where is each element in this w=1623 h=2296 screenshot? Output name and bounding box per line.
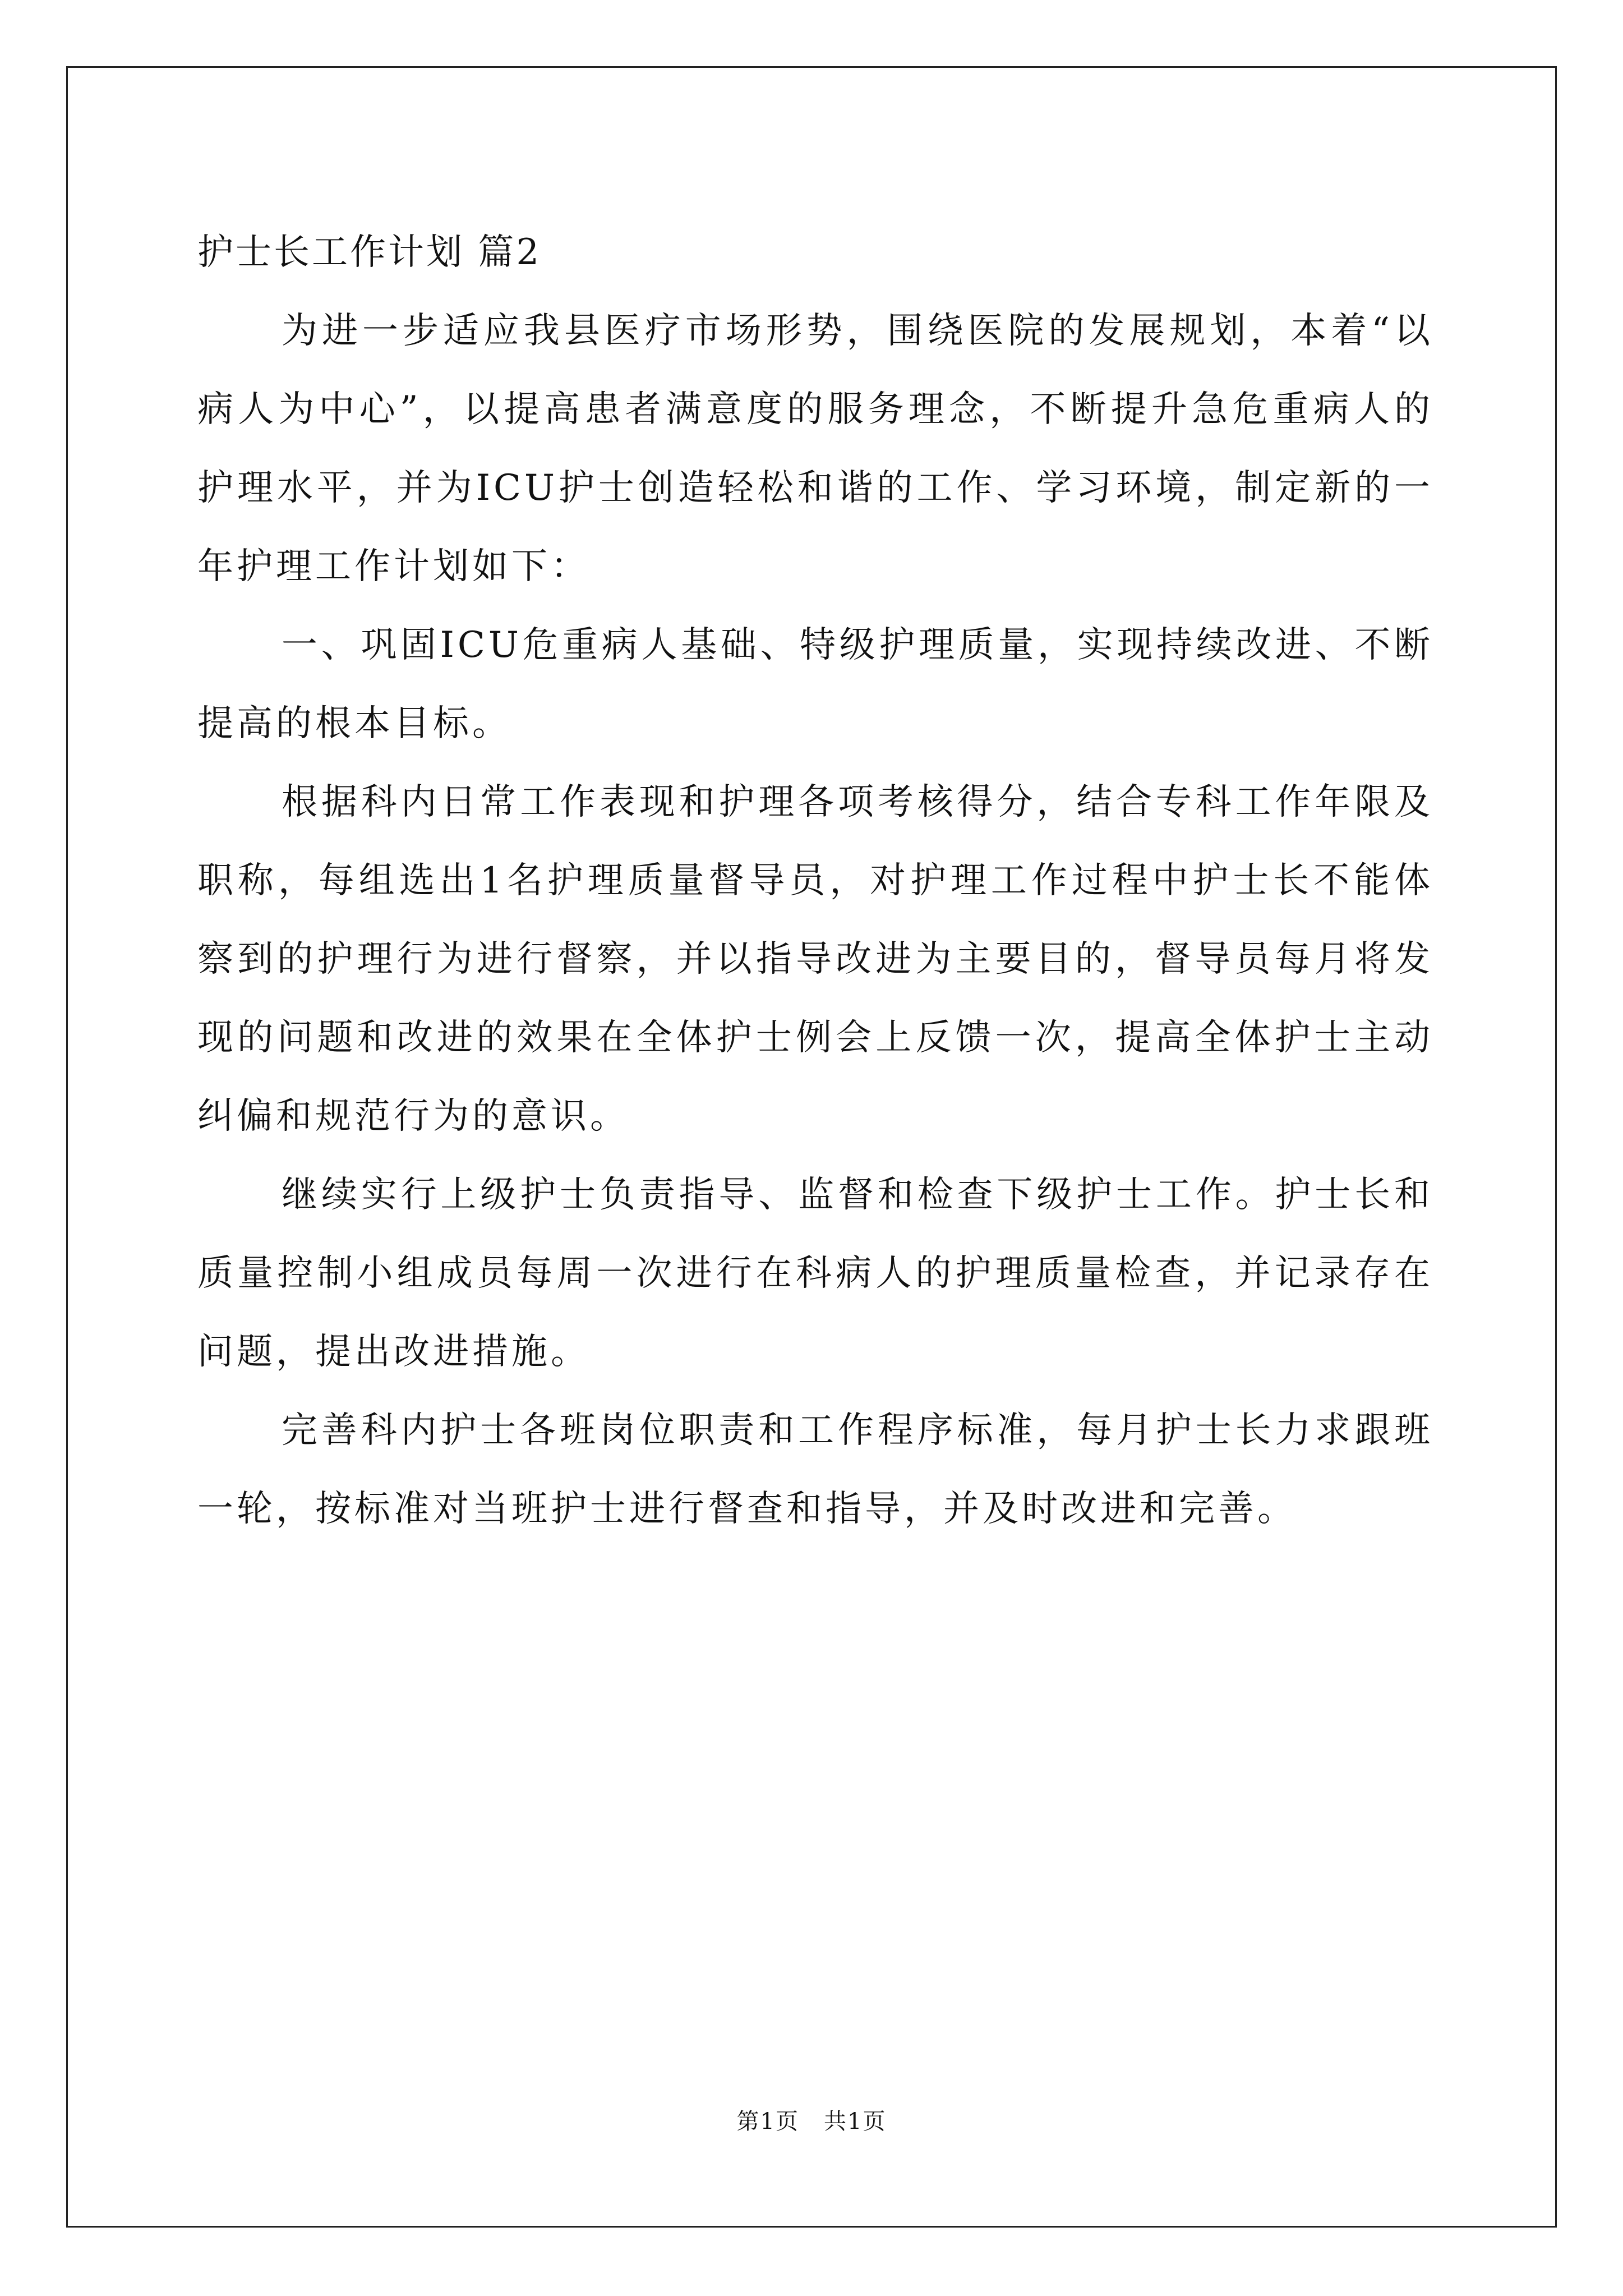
paragraph-senior-nurse: 继续实行上级护士负责指导、监督和检查下级护士工作。护士长和质量控制小组成员每周一次进行在科病人的护理质量检查，并记录存在问题，提出改进措施。 [197, 1174, 1433, 1373]
page-total: 共1页 [824, 2109, 887, 2134]
paragraph-section-one: 一、巩固ICU危重病人基础、特级护理质量，实现持续改进、不断提高的根本目标。 [197, 624, 1433, 744]
page-footer [0, 2105, 1623, 2138]
document-body [197, 213, 1433, 1548]
document-title: 护士长工作计划 篇2 [197, 232, 542, 273]
paragraph-intro: 为进一步适应我县医疗市场形势，围绕医院的发展规划，本着“以病人为中心”，以提高患者满意度的服务理念，不断提升急危重病人的护理水平，并为ICU护士创造轻松和谐的工作、学习环境，制定新的一年护理工作计划如下： [197, 310, 1433, 587]
paragraph-duties: 完善科内护士各班岗位职责和工作程序标准，每月护士长力求跟班一轮，按标准对当班护士进行督查和指导，并及时改进和完善。 [197, 1410, 1433, 1530]
paragraph-supervisor: 根据科内日常工作表现和护理各项考核得分，结合专科工作年限及职称，每组选出1名护理质量督导员，对护理工作过程中护士长不能体察到的护理行为进行督察，并以指导改进为主要目的，督导员每月将发现的问题和改进的效果在全体护士例会上反馈一次，提高全体护士主动纠偏和规范行为的意识。 [197, 781, 1433, 1137]
page-number: 第1页 [736, 2109, 799, 2134]
